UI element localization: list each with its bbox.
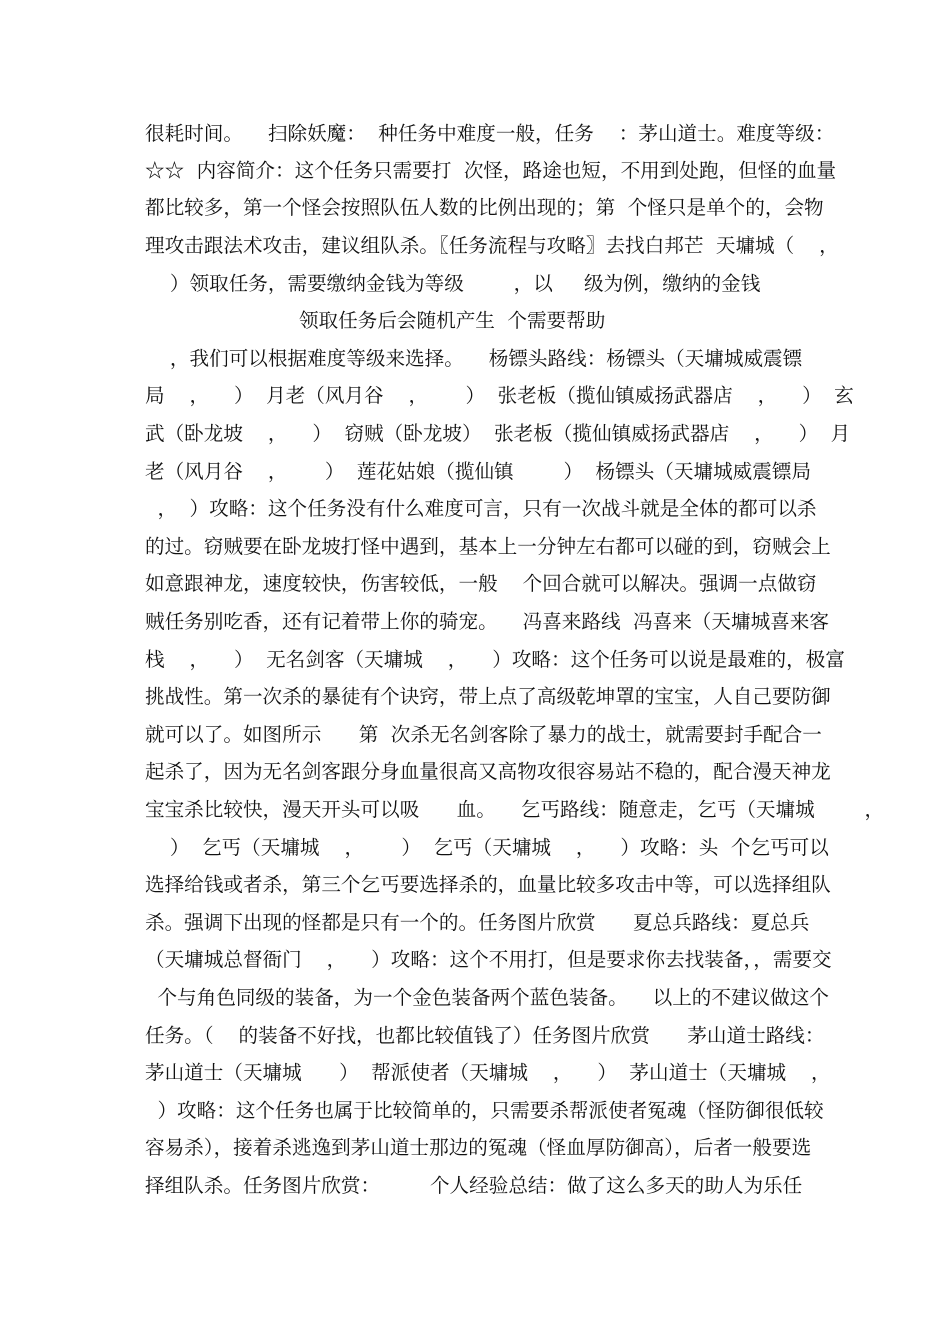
text-line: 容易杀），接着杀逃逸到茅山道士那边的冤魂（怪血厚防御高），后者一般要选 bbox=[145, 1136, 812, 1159]
text-line: ）攻略：这个任务也属于比较简单的，只需要杀帮派使者冤魂（怪防御很低较 bbox=[145, 1099, 824, 1122]
text-line: 领取任务后会随机产生 个需要帮助 bbox=[0, 309, 606, 332]
text-line: 栈 ， ） 无名剑客（天墉城 ， ）攻略：这个任务可以说是最难的，极富 bbox=[145, 648, 845, 671]
text-line: （天墉城总督衙门 ， ）攻略：这个不用打，但是要求你去找装备，，需要交 bbox=[145, 948, 832, 971]
text-line: 就可以了。如图所示 第 次杀无名剑客除了暴力的战士，就需要封手配合一 bbox=[145, 723, 822, 746]
text-line: ） 乞丐（天墉城 ， ） 乞丐（天墉城 ， ）攻略：头 个乞丐可以 bbox=[145, 836, 829, 859]
text-line: 武（卧龙坡 ， ） 窃贼（卧龙坡） 张老板（揽仙镇威扬武器店 ， ） 月 bbox=[145, 422, 851, 445]
text-line: 择组队杀。任务图片欣赏： 个人经验总结：做了这么多天的助人为乐任 bbox=[145, 1174, 803, 1197]
text-line: 老（风月谷 ， ） 莲花姑娘（揽仙镇 ） 杨镖头（天墉城威震镖局 bbox=[145, 460, 812, 483]
text-line: 杀。强调下出现的怪都是只有一个的。任务图片欣赏 夏总兵路线：夏总兵 bbox=[145, 911, 810, 934]
text-line: 局 ， ） 月老（风月谷 ， ） 张老板（揽仙镇威扬武器店 ， ） 玄 bbox=[145, 384, 854, 407]
text-line: 贼任务别吃香，还有记着带上你的骑宠。 冯喜来路线 冯喜来（天墉城喜来客 bbox=[145, 610, 829, 633]
text-line: 宝宝杀比较快，漫天开头可以吸 血。 乞丐路线：随意走，乞丐（天墉城 ， bbox=[145, 798, 885, 821]
text-line: ☆☆ 内容简介：这个任务只需要打 次怪，路途也短，不用到处跑，但怪的血量 bbox=[145, 159, 837, 182]
text-line: 茅山道士（天墉城 ） 帮派使者（天墉城 ， ） 茅山道士（天墉城 ， bbox=[145, 1061, 831, 1084]
text-line: 都比较多，第一个怪会按照队伍人数的比例出现的；第 个怪只是单个的，会物 bbox=[145, 196, 824, 219]
text-line: 很耗时间。 扫除妖魔： 种任务中难度一般，任务 ：茅山道士。难度等级： bbox=[145, 122, 835, 145]
text-line: ）领取任务，需要缴纳金钱为等级 ，以 级为例，缴纳的金钱 bbox=[145, 272, 761, 295]
text-line: 选择给钱或者杀，第三个乞丐要选择杀的，血量比较多攻击中等，可以选择组队 bbox=[145, 873, 831, 896]
text-line: 起杀了，因为无名剑客跟分身血量很高又高物攻很容易站不稳的，配合漫天神龙 bbox=[145, 760, 831, 783]
text-line: ，我们可以根据难度等级来选择。 杨镖头路线：杨镖头（天墉城威震镖 bbox=[145, 347, 803, 370]
text-line: ， ）攻略：这个任务没有什么难度可言，只有一次战斗就是全体的都可以杀 bbox=[145, 497, 817, 520]
text-line: 的过。窃贼要在卧龙坡打怪中遇到，基本上一分钟左右都可以碰的到，窃贼会上 bbox=[145, 535, 831, 558]
text-line: 挑战性。第一次杀的暴徒有个诀窍，带上点了高级乾坤罩的宝宝，人自己要防御 bbox=[145, 685, 831, 708]
text-line: 如意跟神龙，速度较快，伤害较低，一般 个回合就可以解决。强调一点做窃 bbox=[145, 572, 817, 595]
text-line: 任务。（ 的装备不好找，也都比较值钱了）任务图片欣赏 茅山道士路线： bbox=[145, 1024, 825, 1047]
text-line: 个与角色同级的装备，为一个金色装备两个蓝色装备。 以上的不建议做这个 bbox=[145, 986, 829, 1009]
text-line: 理攻击跟法术攻击，建议组队杀。〖任务流程与攻略〗去找白邦芒 天墉城（ ， bbox=[145, 234, 839, 257]
